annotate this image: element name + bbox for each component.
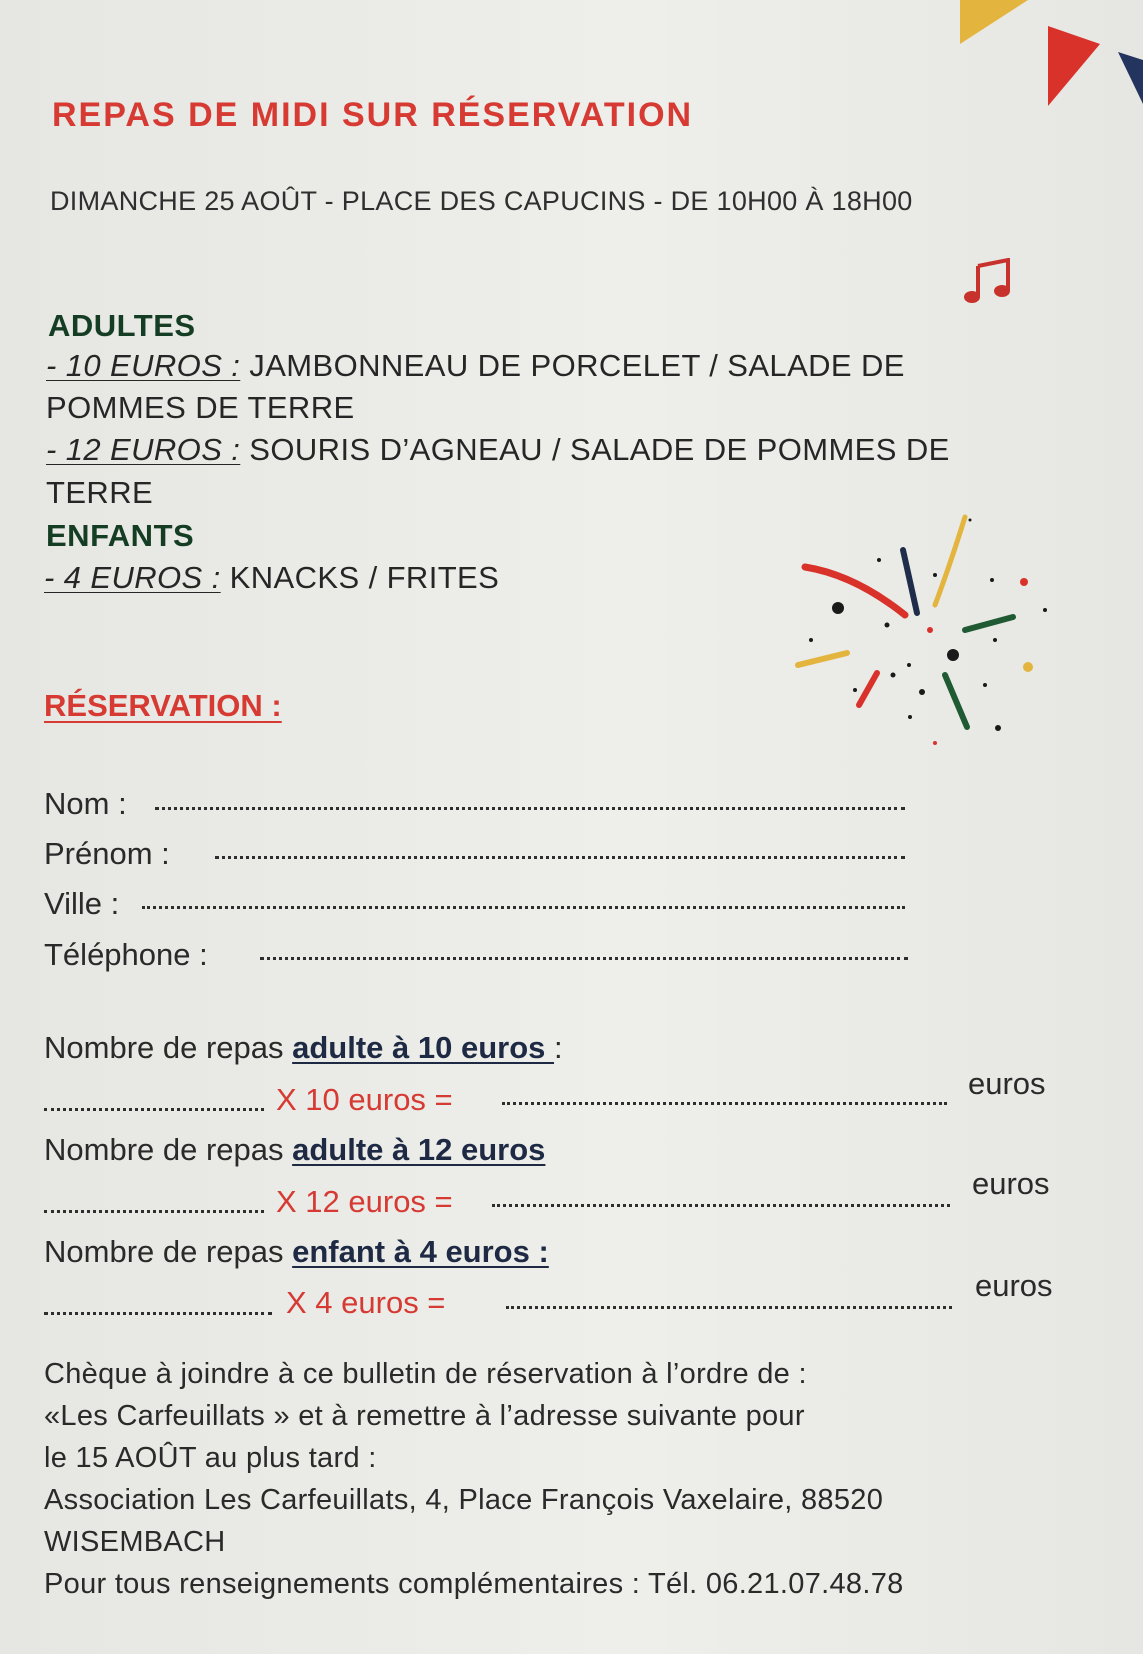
adult-12-multiplier: X 12 euros = [276, 1184, 453, 1219]
bunting-flags-icon [940, 0, 1143, 120]
adults-heading: ADULTES [48, 308, 196, 343]
adult-12-order-type: adulte à 12 euros [292, 1132, 546, 1167]
order-colon: : [554, 1030, 563, 1065]
adult-10-multiplier: X 10 euros = [276, 1082, 453, 1117]
child-4-price: - 4 EUROS : [44, 560, 221, 595]
payment-instructions-2: «Les Carfeuillats » et à remettre à l’adresse suivante pour [44, 1400, 805, 1432]
nom-label: Nom : [44, 786, 127, 821]
adult-10-menu-line [46, 348, 905, 384]
reservation-heading: RÉSERVATION : [44, 688, 282, 723]
payment-instructions: Chèque à joindre à ce bulletin de réservation à l’ordre de : [44, 1358, 807, 1390]
ville-label: Ville : [44, 886, 120, 921]
adult-10-quantity-field[interactable] [44, 1108, 264, 1111]
adult-10-description-cont: POMMES DE TERRE [46, 390, 355, 425]
fireworks-icon [795, 505, 1055, 755]
order-prefix: Nombre de repas [44, 1030, 293, 1065]
page-title: REPAS DE MIDI SUR RÉSERVATION [52, 96, 694, 134]
child-multiplier: X 4 euros = [286, 1285, 446, 1320]
music-notes-icon [960, 258, 1020, 306]
contact-phone: Pour tous renseignements complémentaires : Tél. 06.21.07.48.78 [44, 1568, 904, 1600]
ville-field[interactable] [142, 906, 905, 909]
order-prefix: Nombre de repas [44, 1234, 293, 1269]
prenom-field[interactable] [215, 856, 905, 859]
child-order-type: enfant à 4 euros : [292, 1234, 549, 1269]
child-unit: euros [975, 1268, 1053, 1303]
deadline: le 15 AOÛT au plus tard : [44, 1442, 377, 1474]
adult-10-order-label [44, 1030, 563, 1066]
address-city: WISEMBACH [44, 1526, 226, 1558]
adult-12-total-field[interactable] [492, 1204, 950, 1207]
children-heading: ENFANTS [46, 518, 195, 553]
nom-field[interactable] [155, 807, 905, 810]
adult-10-price: - 10 EUROS : [46, 348, 241, 383]
adult-10-description: JAMBONNEAU DE PORCELET / SALADE DE [240, 348, 905, 383]
child-menu-line [44, 560, 499, 596]
address: Association Les Carfeuillats, 4, Place François Vaxelaire, 88520 [44, 1484, 884, 1516]
adult-12-quantity-field[interactable] [44, 1210, 264, 1213]
adult-10-order-type: adulte à 10 euros [292, 1030, 555, 1065]
child-order-label [44, 1234, 549, 1270]
prenom-label: Prénom : [44, 836, 170, 871]
adult-12-menu-line [46, 432, 950, 468]
adult-10-unit: euros [968, 1066, 1046, 1101]
order-prefix: Nombre de repas [44, 1132, 293, 1167]
child-total-field[interactable] [506, 1306, 952, 1309]
telephone-field[interactable] [260, 957, 908, 960]
adult-12-order-label [44, 1132, 545, 1168]
child-quantity-field[interactable] [44, 1312, 272, 1315]
adult-12-unit: euros [972, 1166, 1050, 1201]
event-details: DIMANCHE 25 AOÛT - PLACE DES CAPUCINS - DE 10H00 À 18H00 [50, 186, 913, 216]
adult-12-price: - 12 EUROS : [46, 432, 241, 467]
adult-12-description: SOURIS D’AGNEAU / SALADE DE POMMES DE [240, 432, 950, 467]
adult-10-total-field[interactable] [502, 1102, 947, 1105]
child-4-description: KNACKS / FRITES [220, 560, 500, 595]
adult-12-description-cont: TERRE [46, 475, 154, 510]
telephone-label: Téléphone : [44, 937, 208, 972]
